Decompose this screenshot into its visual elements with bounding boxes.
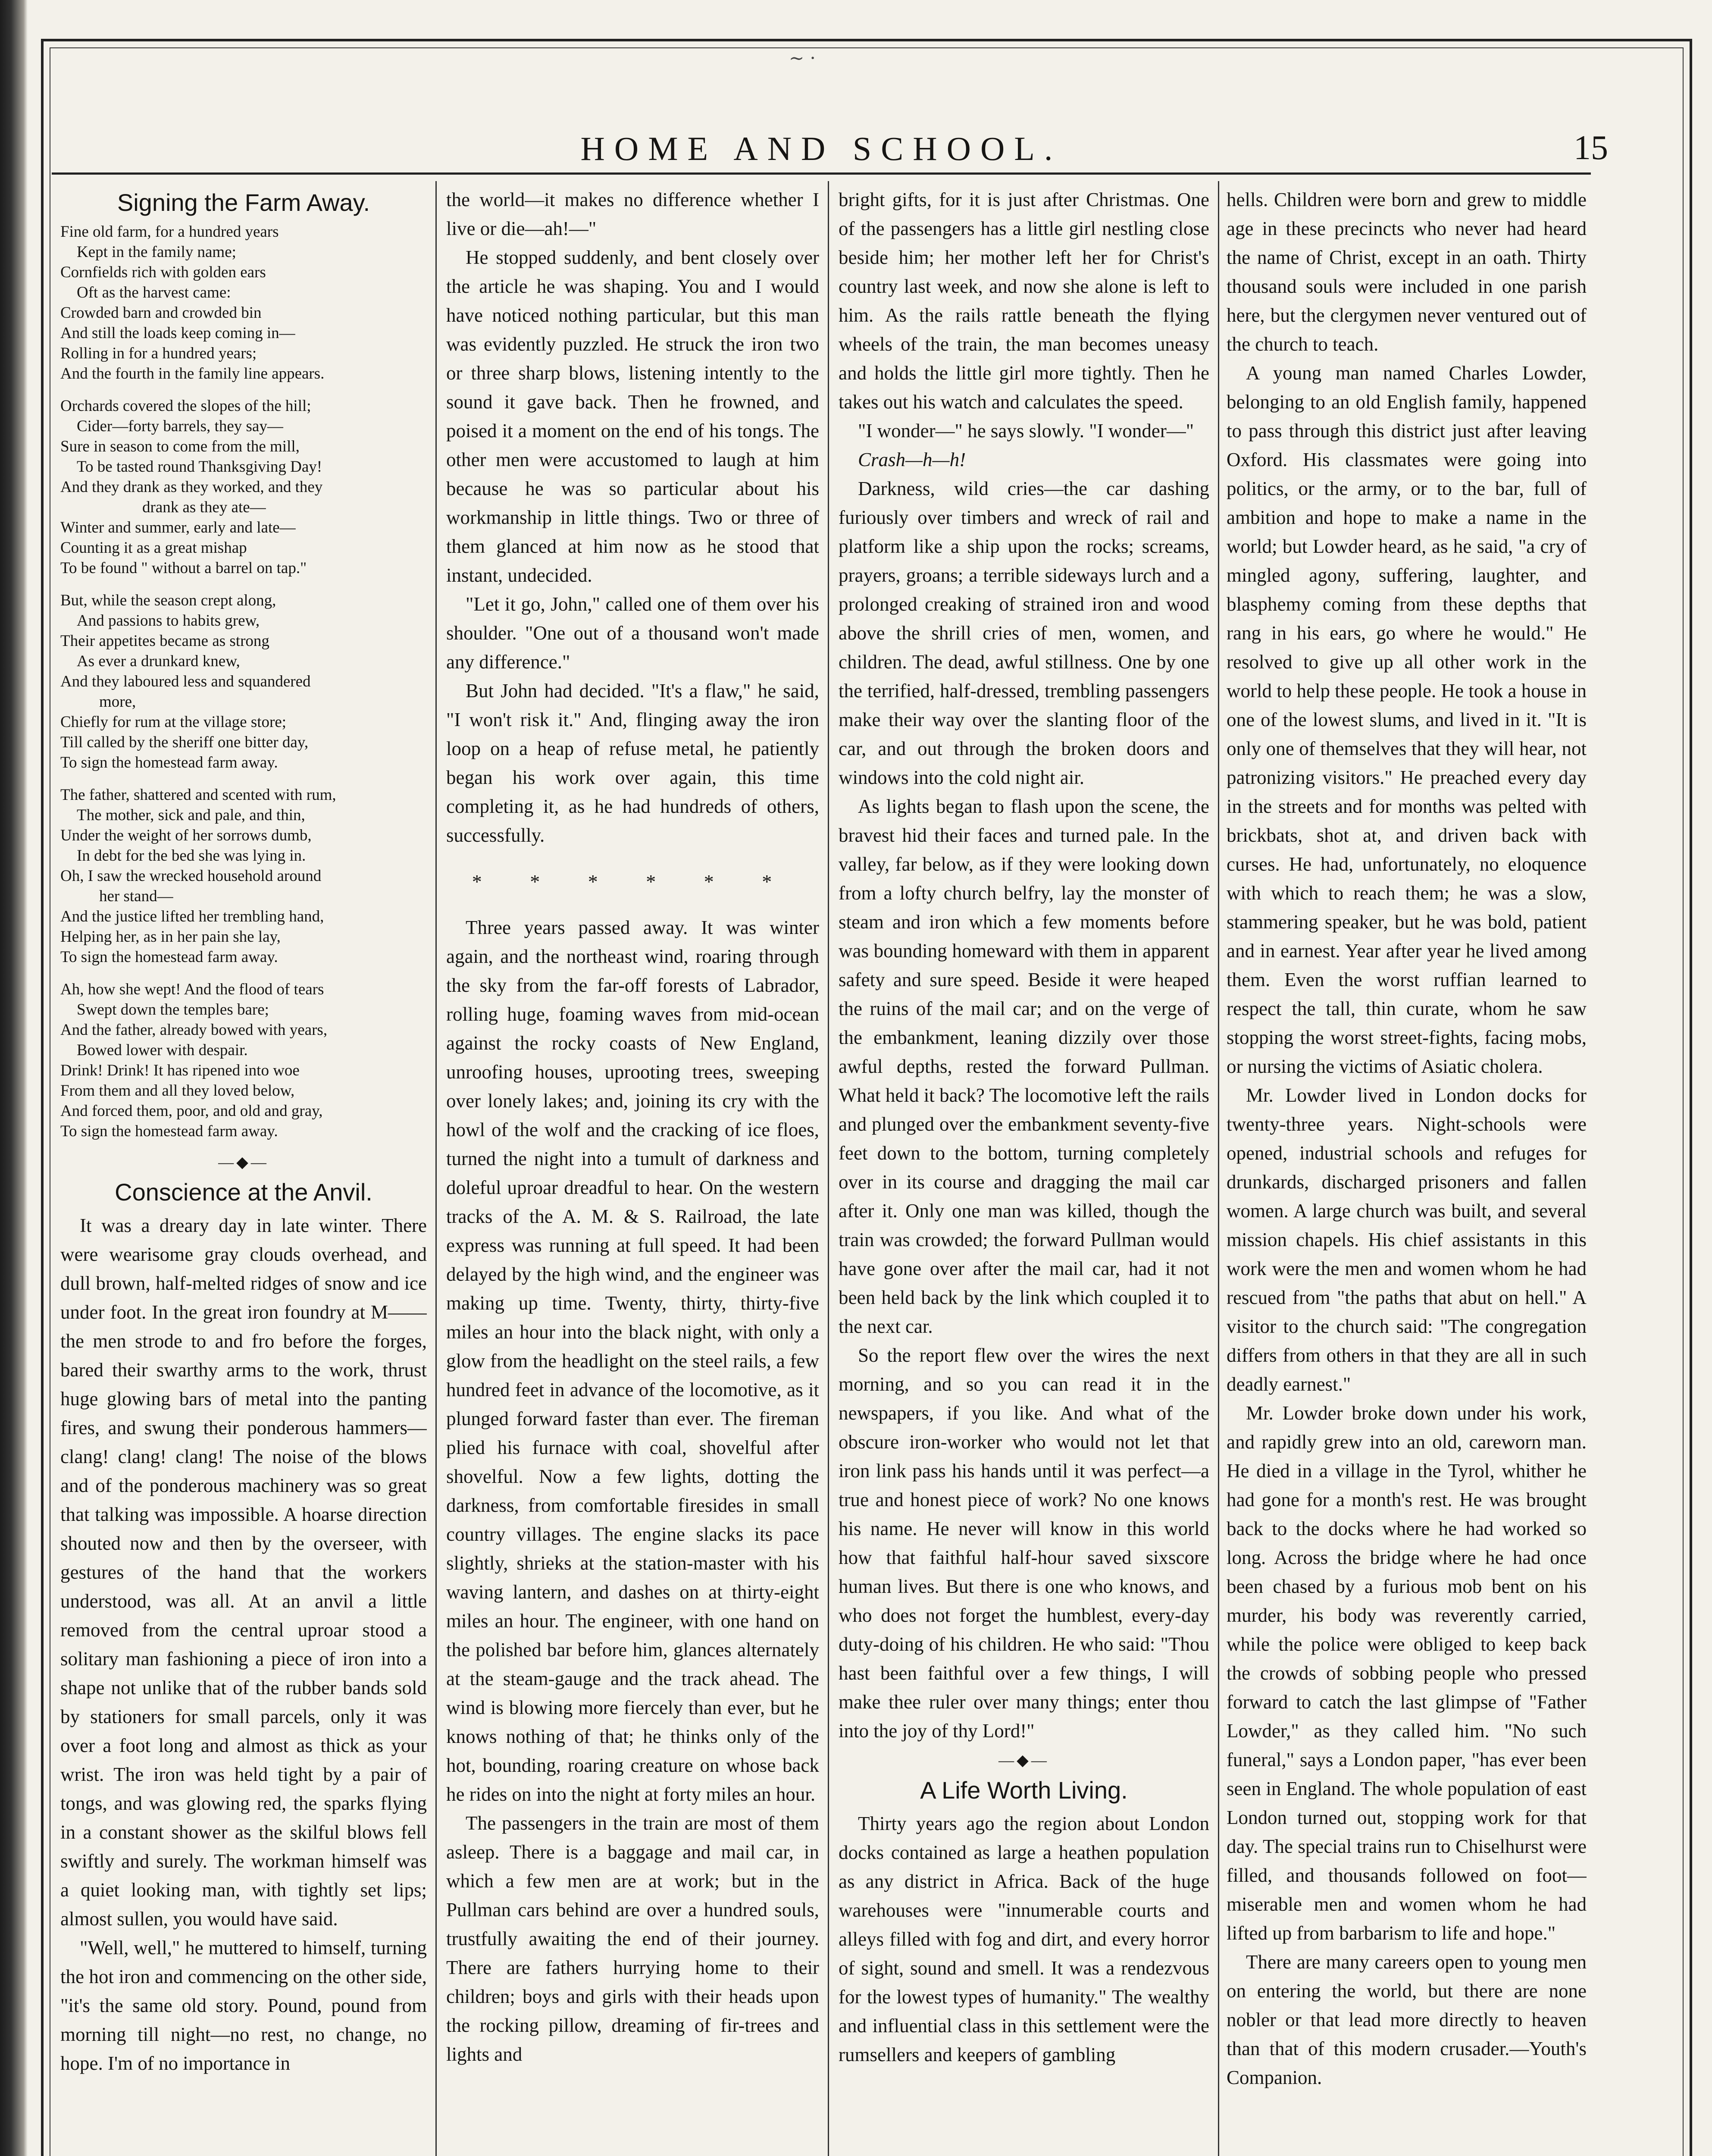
poem-line: more, (99, 693, 136, 711)
paragraph: It was a dreary day in late winter. There were wearisome gray clouds overhead, and dull brown, half-melted ridges of snow and ice under foot. In the great iron foundry at M—— the men strode to and fro before the forges, bared their swarthy arms to the work, thrust huge glowing bars of metal into the panting fires, and swung their ponderous hammers—clang! clang! clang! The noise of the blows and of the ponderous machinery was so great that talking was impossible. A hoarse direction shouted now and then by the overseer, with gestures of the hand that the workers understood, was all. At an anvil a little removed from the central uproar stood a solitary man fashioning a piece of iron into a shape not unlike that of the rubber bands sold by stationers for small parcels, only it was over a foot long and almost as thick as your wrist. The iron was held tight by a pair of tongs, and was glowing red, the sparks flying in a constant shower as the skilful blows fell swiftly and surely. The workman himself was a quiet looking man, with tightly set lips; almost sullen, you would have said. (60, 1215, 427, 1930)
section-stars: * * * * * * (472, 871, 794, 893)
poem-line: Rolling in for a hundred years; (60, 345, 257, 362)
poem-line: To sign the homestead farm away. (60, 754, 278, 771)
anvil-text-col2b (446, 913, 819, 2069)
anvil-text-col3 (839, 185, 1209, 445)
poem-body (60, 222, 427, 1141)
poem-line: Crowded barn and crowded bin (60, 304, 262, 322)
paragraph: bright gifts, for it is just after Christmas. One of the passengers has a little girl nestling close beside him; her mother left her for Christ's country last week, and now she alone is left to him. As the rails rattle beneath the flying wheels of the train, the man becomes uneasy and holds the little girl more tightly. Then he takes out his watch and calculates the speed. (839, 189, 1209, 413)
paragraph: "Let it go, John," called one of them over his shoulder. "One out of a thousand won't made any difference." (446, 593, 819, 673)
poem-line: her stand— (99, 887, 173, 905)
paragraph: Darkness, wild cries—the car dashing furiously over timbers and wreck of rail and platform like a ship upon the rocks; screams, prayers, groans; a terrible sideways lurch and a prolonged creaking of strained iron and wood above the shrill cries of men, women, and children. The dead, awful stillness. One by one the terrified, half-dressed, trembling passengers make their way over the slanting floor of the car, and out through the broken doors and windows into the cold night air. (839, 478, 1209, 788)
poem-line: To be found " without a barrel on tap." (60, 559, 307, 577)
poem-line: Chiefly for rum at the village store; (60, 713, 287, 731)
poem-stanza (60, 590, 427, 773)
paragraph: So the report flew over the wires the next morning, and so you can read it in the newspapers, if you like. And what of the obscure iron-worker who would not let that iron link pass his hands until it was perfect—a true and honest piece of work? No one knows his name. He never will know in this world how that faithful half-hour saved sixscore human lives. But there is one who knows, and who does not forget the humblest, every-day duty-doing of his children. He who said: "Thou hast been faithful over a few things, I will make thee ruler over many things; enter thou into the joy of thy Lord!" (839, 1344, 1209, 1742)
poem-line: And the fourth in the family line appears. (60, 365, 325, 382)
poem-line: And they drank as they worked, and they (60, 478, 323, 496)
poem-stanza (60, 396, 427, 578)
paragraph: A young man named Charles Lowder, belonging to an old English family, happened to pass through this district just after leaving Oxford. His classmates were going into politics, or the army, or to the bar, full of ambition and hope to make a name in the world; but Lowder heard, as he said, "a cry of mingled agony, suffering, laughter, and blasphemy coming from these depths that rang in his ears, go where he would." He resolved to give up all other work in the world to help these people. He took a house in one of the lowest slums, and lived in it. "It is only one of themselves that they will hear, not patronizing visitors." He preached every day in the streets and for months was pelted with brickbats, shot at, and driven back with curses. He had, unfortunately, no eloquence with which to reach them; he was a slow, stammering speaker, but he was bold, patient and in earnest. Year after year he lived among them. Even the worst ruffian learned to respect the tall, thin curate, whom he saw stopping the worst street-fights, facing mobs, or nursing the victims of Asiatic cholera. (1227, 362, 1587, 1077)
top-margin-mark: ~ · (789, 47, 816, 69)
anvil-title: Conscience at the Anvil. (115, 1178, 372, 1206)
section-divider: —◆— (218, 1153, 269, 1171)
poem-line: Bowed lower with despair. (77, 1041, 248, 1059)
poem-line: Oft as the harvest came: (77, 284, 231, 301)
column-2 (446, 185, 819, 2156)
column-rule-2 (828, 181, 829, 2156)
section-divider-2: —◆— (998, 1752, 1049, 1769)
binding-edge (0, 0, 28, 2156)
poem-line: Counting it as a great mishap (60, 539, 247, 557)
poem-line: And the justice lifted her trembling hand, (60, 908, 324, 925)
poem-line: Cider—forty barrels, they say— (77, 417, 283, 435)
poem-line: As ever a drunkard knew, (77, 652, 240, 670)
paragraph: "Well, well," he muttered to himself, turning the hot iron and commencing on the other side, "it's the same old story. Pound, pound from morning till night—no rest, no change, no hope. I'm of no importance in (60, 1937, 427, 2074)
paragraph: As lights began to flash upon the scene, the bravest hid their faces and turned pale. In the valley, far below, as if they were looking down from a lofty church belfry, lay the monster of steam and iron which a few moments before was bounding homeward with them in apparent safety and sure speed. Beside it were heaped the ruins of the mail car; and on the verge of the embankment, leaning dizzily over those awful depths, rested the forward Pullman. What held it back? The locomotive left the rails and plunged over the embankment seventy-five feet down to the bottom, turning completely over in its course and dragging the mail car after it. Only one man was killed, though the train was crowded; the forward Pullman would have gone over after the mail car, had it not been held back by the link which coupled it to the next car. (839, 796, 1209, 1337)
anvil-text-col3b (839, 474, 1209, 1745)
poem-line: To be tasted round Thanksgiving Day! (77, 458, 322, 476)
poem-stanza (60, 785, 427, 967)
life-text-col3 (839, 1809, 1209, 2069)
column-4 (1227, 185, 1587, 2156)
paragraph: Mr. Lowder lived in London docks for twenty-three years. Night-schools were opened, industrial schools and refuges for drunkards, discharged prisoners and fallen women. A large church was built, and several mission chapels. His chief assistants in this work were the men and women whom he had rescued from "the paths that abut on hell." A visitor to the church said: "The congregation differs from others in that they are all in such deadly earnest." (1227, 1084, 1587, 1395)
column-rule-3 (1218, 181, 1219, 2156)
poem-line: Swept down the temples bare; (77, 1001, 269, 1018)
poem-stanza (60, 979, 427, 1141)
poem-line: From them and all they loved below, (60, 1082, 295, 1100)
paragraph: the world—it makes no difference whether I live or die—ah!—" (446, 189, 819, 239)
anvil-text-col2 (446, 185, 819, 850)
poem-line: Oh, I saw the wrecked household around (60, 867, 322, 885)
poem-line: In debt for the bed she was lying in. (77, 847, 306, 865)
poem-line: To sign the homestead farm away. (60, 948, 278, 966)
poem-stanza (60, 222, 427, 384)
paragraph: Thirty years ago the region about London docks contained as large a heathen population as any district in Africa. Back of the huge warehouses were "innumerable courts and alleys filled with fog and dirt, and every horror of sight, sound and smell. It was a rendezvous for the lowest types of humanity." The wealthy and influential class in this settlement were the rumsellers and keepers of gambling (839, 1813, 1209, 2065)
paragraph: But John had decided. "It's a flaw," he said, "I won't risk it." And, flinging away the iron loop on a heap of refuse metal, he patiently began his work over again, this time completing it, as he had hundreds of others, successfully. (446, 680, 819, 846)
poem-line: Fine old farm, for a hundred years (60, 223, 279, 241)
poem-line: Cornfields rich with golden ears (60, 263, 266, 281)
poem-line: The father, shattered and scented with rum, (60, 786, 336, 804)
life-text-col4 (1227, 185, 1587, 2092)
poem-line: Kept in the family name; (77, 243, 236, 261)
poem-line: Drink! Drink! It has ripened into woe (60, 1062, 300, 1079)
poem-line: And still the loads keep coming in— (60, 324, 295, 342)
poem-line: Under the weight of her sorrows dumb, (60, 827, 312, 844)
poem-title: Signing the Farm Away. (117, 189, 370, 216)
column-1 (60, 185, 427, 2156)
paragraph: There are many careers open to young men on entering the world, but there are none nobler or that lead more directly to heaven than that of this modern crusader.—Youth's Companion. (1227, 1951, 1587, 2088)
column-3 (839, 185, 1209, 2156)
paragraph: Mr. Lowder broke down under his work, and rapidly grew into an old, careworn man. He died in a village in the Tyrol, whither he had gone for a month's rest. He was brought back to the docks where he had worked so long. Across the bridge where he had once been chased by a furious mob bent on his murder, his body was reverently carried, while the police were obliged to keep back the crowds of sobbing people who pressed forward to catch the last glimpse of "Father Lowder," as they called him. "No such funeral," says a London paper, "has ever been seen in England. The whole population of east London turned out, stopping work for that day. The special trains run to Chiselhurst were filled, and thousands followed on foot—miserable men and women whom he had lifted up from barbarism to life and hope." (1227, 1402, 1587, 1944)
column-rule-1 (435, 181, 437, 2156)
poem-line: And forced them, poor, and old and gray, (60, 1102, 323, 1120)
poem-line: Sure in season to come from the mill, (60, 438, 300, 455)
poem-line: Their appetites became as strong (60, 632, 269, 650)
poem-line: Helping her, as in her pain she lay, (60, 928, 281, 946)
page-number: 15 (1574, 129, 1608, 167)
life-title: A Life Worth Living. (920, 1777, 1128, 1804)
paragraph: hells. Children were born and grew to middle age in these precincts who never had heard the name of Christ, except in an oath. Thirty thousand souls were included in one parish here, but the clergymen never ventured out of the church to teach. (1227, 189, 1587, 355)
poem-line: And the father, already bowed with years, (60, 1021, 328, 1039)
running-header (52, 125, 1608, 175)
crash-line: Crash—h—h! (858, 449, 966, 470)
poem-line: Till called by the sheriff one bitter day, (60, 733, 309, 751)
poem-line: Ah, how she wept! And the flood of tears (60, 981, 324, 998)
poem-line: drank as they ate— (142, 498, 266, 516)
poem-line: And passions to habits grew, (77, 612, 260, 630)
poem-line: Orchards covered the slopes of the hill; (60, 397, 311, 415)
poem-line: And they laboured less and squandered (60, 673, 311, 690)
paragraph: Three years passed away. It was winter again, and the northeast wind, roaring through the sky from the far-off forests of Labrador, rolling huge, foaming waves from mid-ocean against the rocky coasts of New England, unroofing houses, uprooting trees, sweeping over lonely lakes; and, joining its cry with the howl of the wolf and the cracking of ice floes, turned the night into a tumult of darkness and doleful uproar dreadful to hear. On the western tracks of the A. M. & S. Railroad, the late express was running at full speed. It had been delayed by the high wind, and the engineer was making up time. Twenty, thirty, thirty-five miles an hour into the black night, with only a glow from the headlight on the steel rails, a few hundred feet in advance of the locomotive, as it plunged forward faster than ever. The fireman plied his furnace with coal, shovelful after shovelful. Now a few lights, dotting the darkness, from comfortable firesides in small country villages. The engine slacks its pace slightly, shrieks at the station-master with his waving lantern, and dashes on at thirty-eight miles an hour. The engineer, with one hand on the polished bar before him, glances alternately at the steam-gauge and the track ahead. The wind is blowing more fiercely than ever, but he knows nothing of that; he thinks only of the hot, bounding, roaring creature on whose back he rides on into the night at forty miles an hour. (446, 917, 819, 1805)
poem-line: The mother, sick and pale, and thin, (77, 806, 305, 824)
poem-line: To sign the homestead farm away. (60, 1122, 278, 1140)
paragraph: The passengers in the train are most of them asleep. There is a baggage and mail car, in which a few men are at work; but in the Pullman cars behind are over a hundred souls, trustfully awaiting the end of their journey. There are fathers hurrying home to their children; boys and girls with their heads upon the rocking pillow, dreaming of fir-trees and lights and (446, 1812, 819, 2065)
publication-title: HOME AND SCHOOL. (580, 130, 1062, 167)
poem-line: But, while the season crept along, (60, 592, 276, 609)
paragraph: He stopped suddenly, and bent closely over the article he was shaping. You and I would have noticed nothing particular, but this man was evidently puzzled. He struck the iron two or three sharp blows, listening intently to the sound it gave back. Then he frowned, and poised it a moment on the end of his tongs. The other men were accustomed to laugh at him because he was so particular about his workmanship in little things. Two or three of them glanced at him now as he stood that instant, undecided. (446, 247, 819, 586)
poem-line: Winter and summer, early and late— (60, 519, 296, 536)
anvil-text-col1 (60, 1211, 427, 2078)
paragraph: "I wonder—" he says slowly. "I wonder—" (858, 420, 1194, 442)
